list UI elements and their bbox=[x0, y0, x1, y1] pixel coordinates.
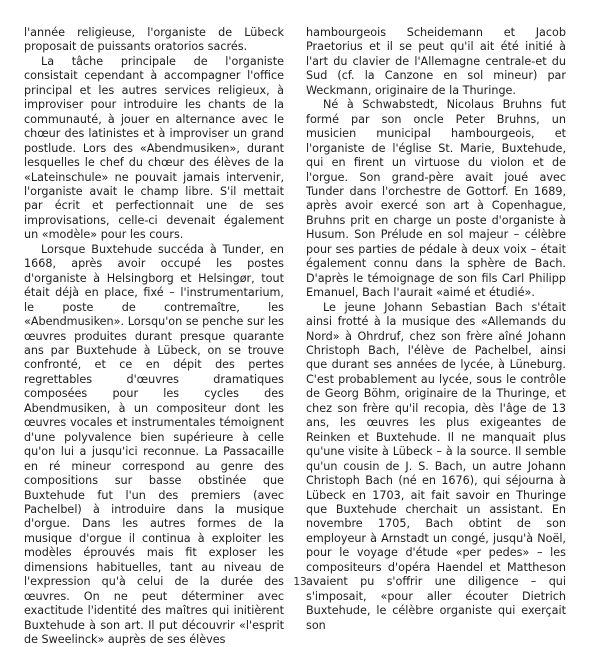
paragraph: l'année religieuse, l'organiste de Lübeck proposait de puissants oratorios sacrés. bbox=[24, 26, 284, 54]
paragraph: Né à Schwabstedt, Nicolaus Bruhns fut formé par son oncle Peter Bruhns, un musicien municipal hambourgeois, et l'organiste de l'église St. Marie, Buxtehude, qui en firent un virtuose du violon et de l'orgue. Son grand-père avait joué avec Tunder dans l'orchestre de Gottorf. En 1689, après avoir exercé son art à Copenhague, Bruhns prit en charge un poste d'organiste à Husum. Son Prélude en sol majeur – célèbre pour ses parties de pédale à deux voix – était également connu dans la sphère de Bach. D'après le témoignage de son fils Carl Philipp Emanuel, Bach l'aurait «aimé et étudié». bbox=[306, 98, 566, 300]
right-column bbox=[306, 26, 566, 632]
paragraph: hambourgeois Scheidemann et Jacob Praetorius et il se peut qu'il ait été initié à l'art du clavier de l'Allemagne centrale-et du Sud (cf. la Canzone en sol mineur) par Weckmann, originaire de la Thuringe. bbox=[306, 26, 566, 97]
page-number: 13 bbox=[293, 576, 307, 588]
two-column-body bbox=[24, 26, 576, 647]
paragraph: Lorsque Buxtehude succéda à Tunder, en 1668, après avoir occupé les postes d'organiste à Helsingborg et Helsingør, tout était déjà en place, fixé – l'instrumentarium, le poste de contremaître, les «Abendmusiken». Lorsqu'on se penche sur les œuvres produites durant presque quarante ans par Buxtehude à Lübeck, on se trouve confronté, et ce en dépit des pertes regrettables d'œuvres dramatiques composées pour les cycles des Abendmusiken, à un compositeur dont les œuvres vocales et instrumentales témoignent d'une polyvalence bien supérieure à celle qu'on lui a jusqu'ici reconnue. La Passacaille en ré mineur correspond au genre des compositions sur basse obstinée que Buxtehude fut l'un des premiers (avec Pachelbel) à introduire dans la musique d'orgue. Dans les autres formes de la musique d'orgue il continua à exploiter les modèles éprouvés mais fit exploser les dimensions habituelles, tant au niveau de l'expression qu'à celui de la durée des œuvres. On ne peut déterminer avec exactitude l'identité des maîtres qui initièrent Buxtehude à son art. Il put découvrir «l'esprit de Sweelinck» auprès de ses élèves bbox=[24, 242, 284, 647]
paragraph: Le jeune Johann Sebastian Bach s'était ainsi frotté à la musique des «Allemands du Nord» à Ohrdruf, chez son frère aîné Johann Christoph Bach, l'élève de Pachelbel, ainsi que durant ses années de lycée, à Lüneburg. C'est probablement au lycée, sous le contrôle de Georg Böhm, originaire de la Thuringe, et chez son frère qu'il recopia, dès l'âge de 13 ans, les œuvres les plus exigeantes de Reinken et Buxtehude. Il ne manquait plus qu'une visite à Lübeck – à la source. Il semble qu'un cousin de J. S. Bach, un autre Johann Christoph Bach (né en 1676), qui séjourna à Lübeck en 1703, ait fait savoir en Thuringe que Buxtehude cherchait un assistant. En novembre 1705, Bach obtint de son employeur à Arnstadt un congé, jusqu'à Noël, pour le voyage d'étude «per pedes» – les compositeurs d'opéra Haendel et Mattheson avaient pu s'offrir une diligence – qui s'imposait, «pour aller écouter Dietrich Buxtehude, le célèbre organiste qui exerçait son bbox=[306, 300, 566, 632]
paragraph: La tâche principale de l'organiste consistait cependant à accompagner l'office principal et les autres services religieux, à improviser pour introduire les chants de la communauté, à jouer en alternance avec le chœur des latinistes et à improviser un grand postlude. Lors des «Abendmusiken», durant lesquelles le chef du chœur des élèves de la «Lateinschule» ne pouvait jamais intervenir, l'organiste avait le champ libre. S'il mettait par écrit et perfectionnait une de ses improvisations, celle-ci devenait également un «modèle» pour les cours. bbox=[24, 54, 284, 242]
left-column bbox=[24, 26, 284, 647]
